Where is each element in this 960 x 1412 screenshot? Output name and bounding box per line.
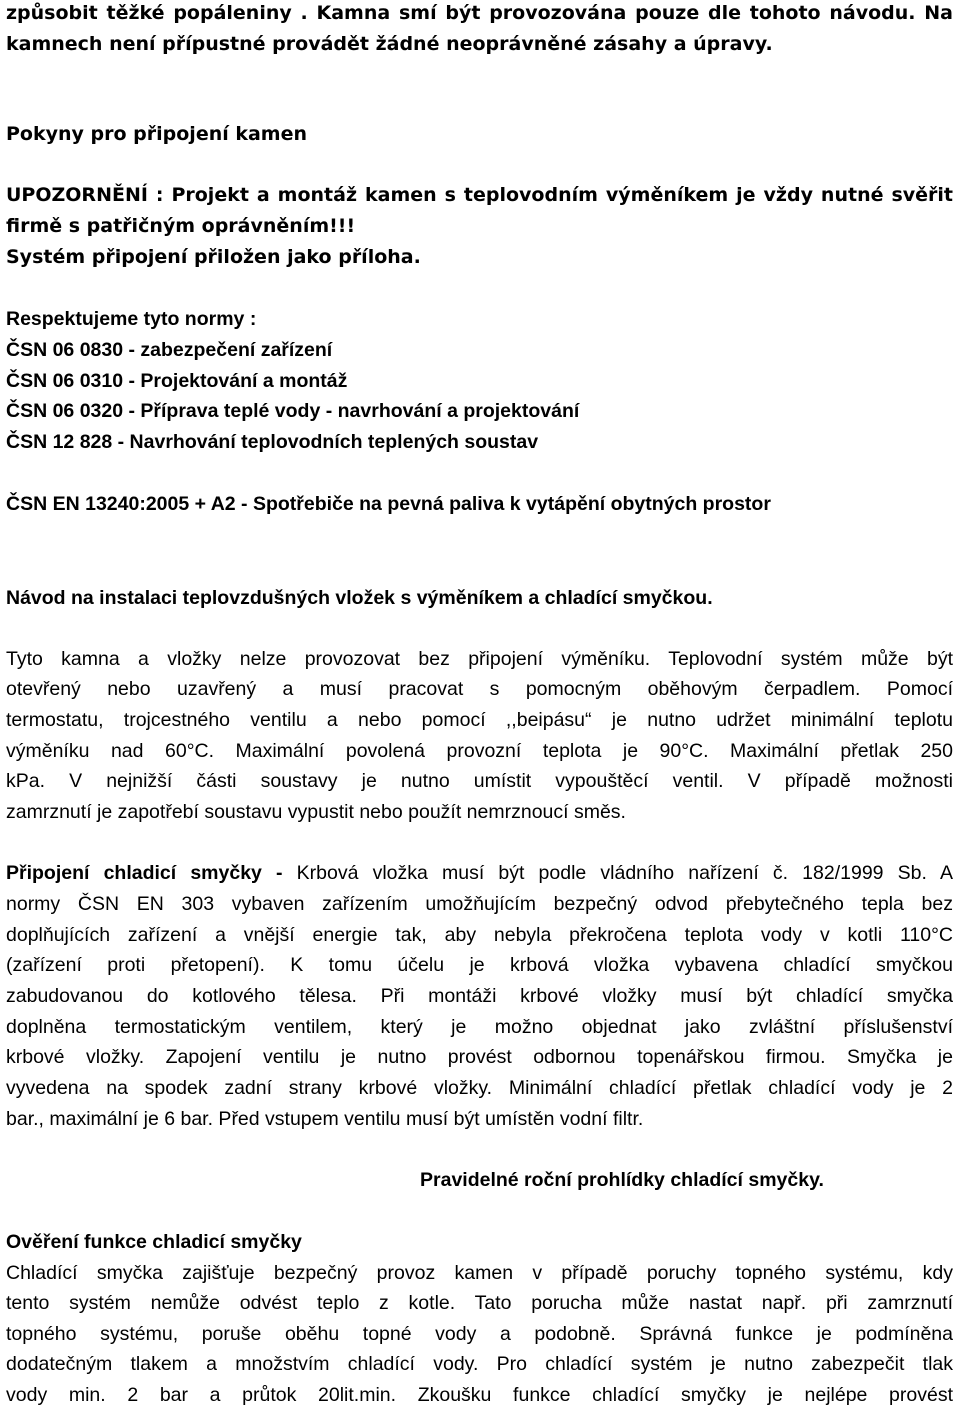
intro-line: kamnech není přípustné provádět žádné neoprávněné zásahy a úpravy.: [6, 33, 773, 55]
verify-line: vody min. 2 bar a průtok 20lit.min. Zkoušku funkce chladící smyčky je nejlépe provést: [6, 1384, 953, 1406]
cooling-line: (zařízení proti přetopení). K tomu účelu je krbová vložka vybavena chladící smyčkou: [6, 954, 953, 976]
norm-item: ČSN 06 0320 - Příprava teplé vody - navrhování a projektování: [6, 400, 580, 422]
cooling-heading: Připojení chladicí smyčky: [6, 862, 262, 884]
verify-line: Chladící smyčka zajišťuje bezpečný provoz kamen v případě poruchy topného systému, kdy: [6, 1262, 953, 1284]
install-heading: Návod na instalaci teplovzdušných vložek s výměníkem a chladící smyčkou.: [6, 587, 713, 609]
cooling-heading-dash: -: [261, 862, 297, 884]
norm-item: ČSN 06 0310 - Projektování a montáž: [6, 370, 348, 392]
cooling-line: doplňujících zařízení a vnější energie tak, aby nebyla překročena teplota vody v kotli 110°C: [6, 924, 953, 946]
intro-line: způsobit těžké popáleniny . Kamna smí být provozována pouze dle tohoto návodu. Na: [6, 2, 953, 24]
verify-line: tento systém nemůže odvést teplo z kotle. Tato porucha může nastat např. při zamrznutí: [6, 1292, 953, 1314]
cooling-line: krbové vložky. Zapojení ventilu je nutno provést odbornou topenářskou firmou. Smyčka je: [6, 1046, 953, 1068]
cooling-line: vyvedena na spodek zadní strany krbové vložky. Minimální chladící přetlak chladící vody je 2: [6, 1077, 953, 1099]
cooling-line: doplněna termostatickým ventilem, který je možno objednat jako zvláštní příslušenství: [6, 1016, 953, 1038]
connection-heading: Pokyny pro připojení kamen: [6, 123, 308, 145]
verify-line: dodatečným tlakem a množstvím chladící vody. Pro chladící systém je nutno zabezpečit tlak: [6, 1353, 953, 1375]
install-line: zamrznutí je zapotřebí soustavu vypustit nebo použít nemrznoucí směs.: [6, 801, 626, 823]
install-line: termostatu, trojcestného ventilu a nebo pomocí ,,beipásu“ je nutno udržet minimální teplotu: [6, 709, 953, 731]
install-line: kPa. V nejnižší části soustavy je nutno umístit vypouštěcí ventil. V případě možnosti: [6, 770, 953, 792]
annual-heading: Pravidelné roční prohlídky chladící smyčky.: [420, 1169, 824, 1191]
warning-line: UPOZORNĚNÍ : Projekt a montáž kamen s teplovodním výměníkem je vždy nutné svěřit: [6, 184, 953, 206]
cooling-first-line: [6, 864, 953, 884]
cooling-line: zabudovanou do kotlového tělesa. Při montáži krbové vložky musí být chladící smyčka: [6, 985, 953, 1007]
cooling-line: bar., maximální je 6 bar. Před vstupem ventilu musí být umístěn vodní filtr.: [6, 1108, 644, 1130]
install-line: Tyto kamna a vložky nelze provozovat bez připojení výměníku. Teplovodní systém může být: [6, 648, 953, 670]
cooling-line: normy ČSN EN 303 vybaven zařízením umožňujícím bezpečný odvod přebytečného tepla bez: [6, 893, 953, 915]
verify-line: topného systému, poruše oběhu topné vody a podobně. Správná funkce je podmíněna: [6, 1323, 953, 1345]
install-line: otevřený nebo uzavřený a musí pracovat s pomocným oběhovým čerpadlem. Pomocí: [6, 678, 953, 700]
norms-heading: Respektujeme tyto normy :: [6, 308, 257, 330]
norm-item: ČSN EN 13240:2005 + A2 - Spotřebiče na pevná paliva k vytápění obytných prostor: [6, 493, 771, 515]
cooling-text: Krbová vložka musí být podle vládního nařízení č. 182/1999 Sb. A: [296, 862, 953, 884]
norm-item: ČSN 06 0830 - zabezpečení zařízení: [6, 339, 333, 361]
warning-line: firmě s patřičným oprávněním!!!: [6, 215, 356, 237]
attachment-note: Systém připojení přiložen jako příloha.: [6, 246, 421, 268]
verify-heading: Ověření funkce chladicí smyčky: [6, 1231, 302, 1253]
install-line: výměníku nad 60°C. Maximální povolená provozní teplota je 90°C. Maximální přetlak 250: [6, 740, 953, 762]
norm-item: ČSN 12 828 - Navrhování teplovodních teplených soustav: [6, 431, 539, 453]
